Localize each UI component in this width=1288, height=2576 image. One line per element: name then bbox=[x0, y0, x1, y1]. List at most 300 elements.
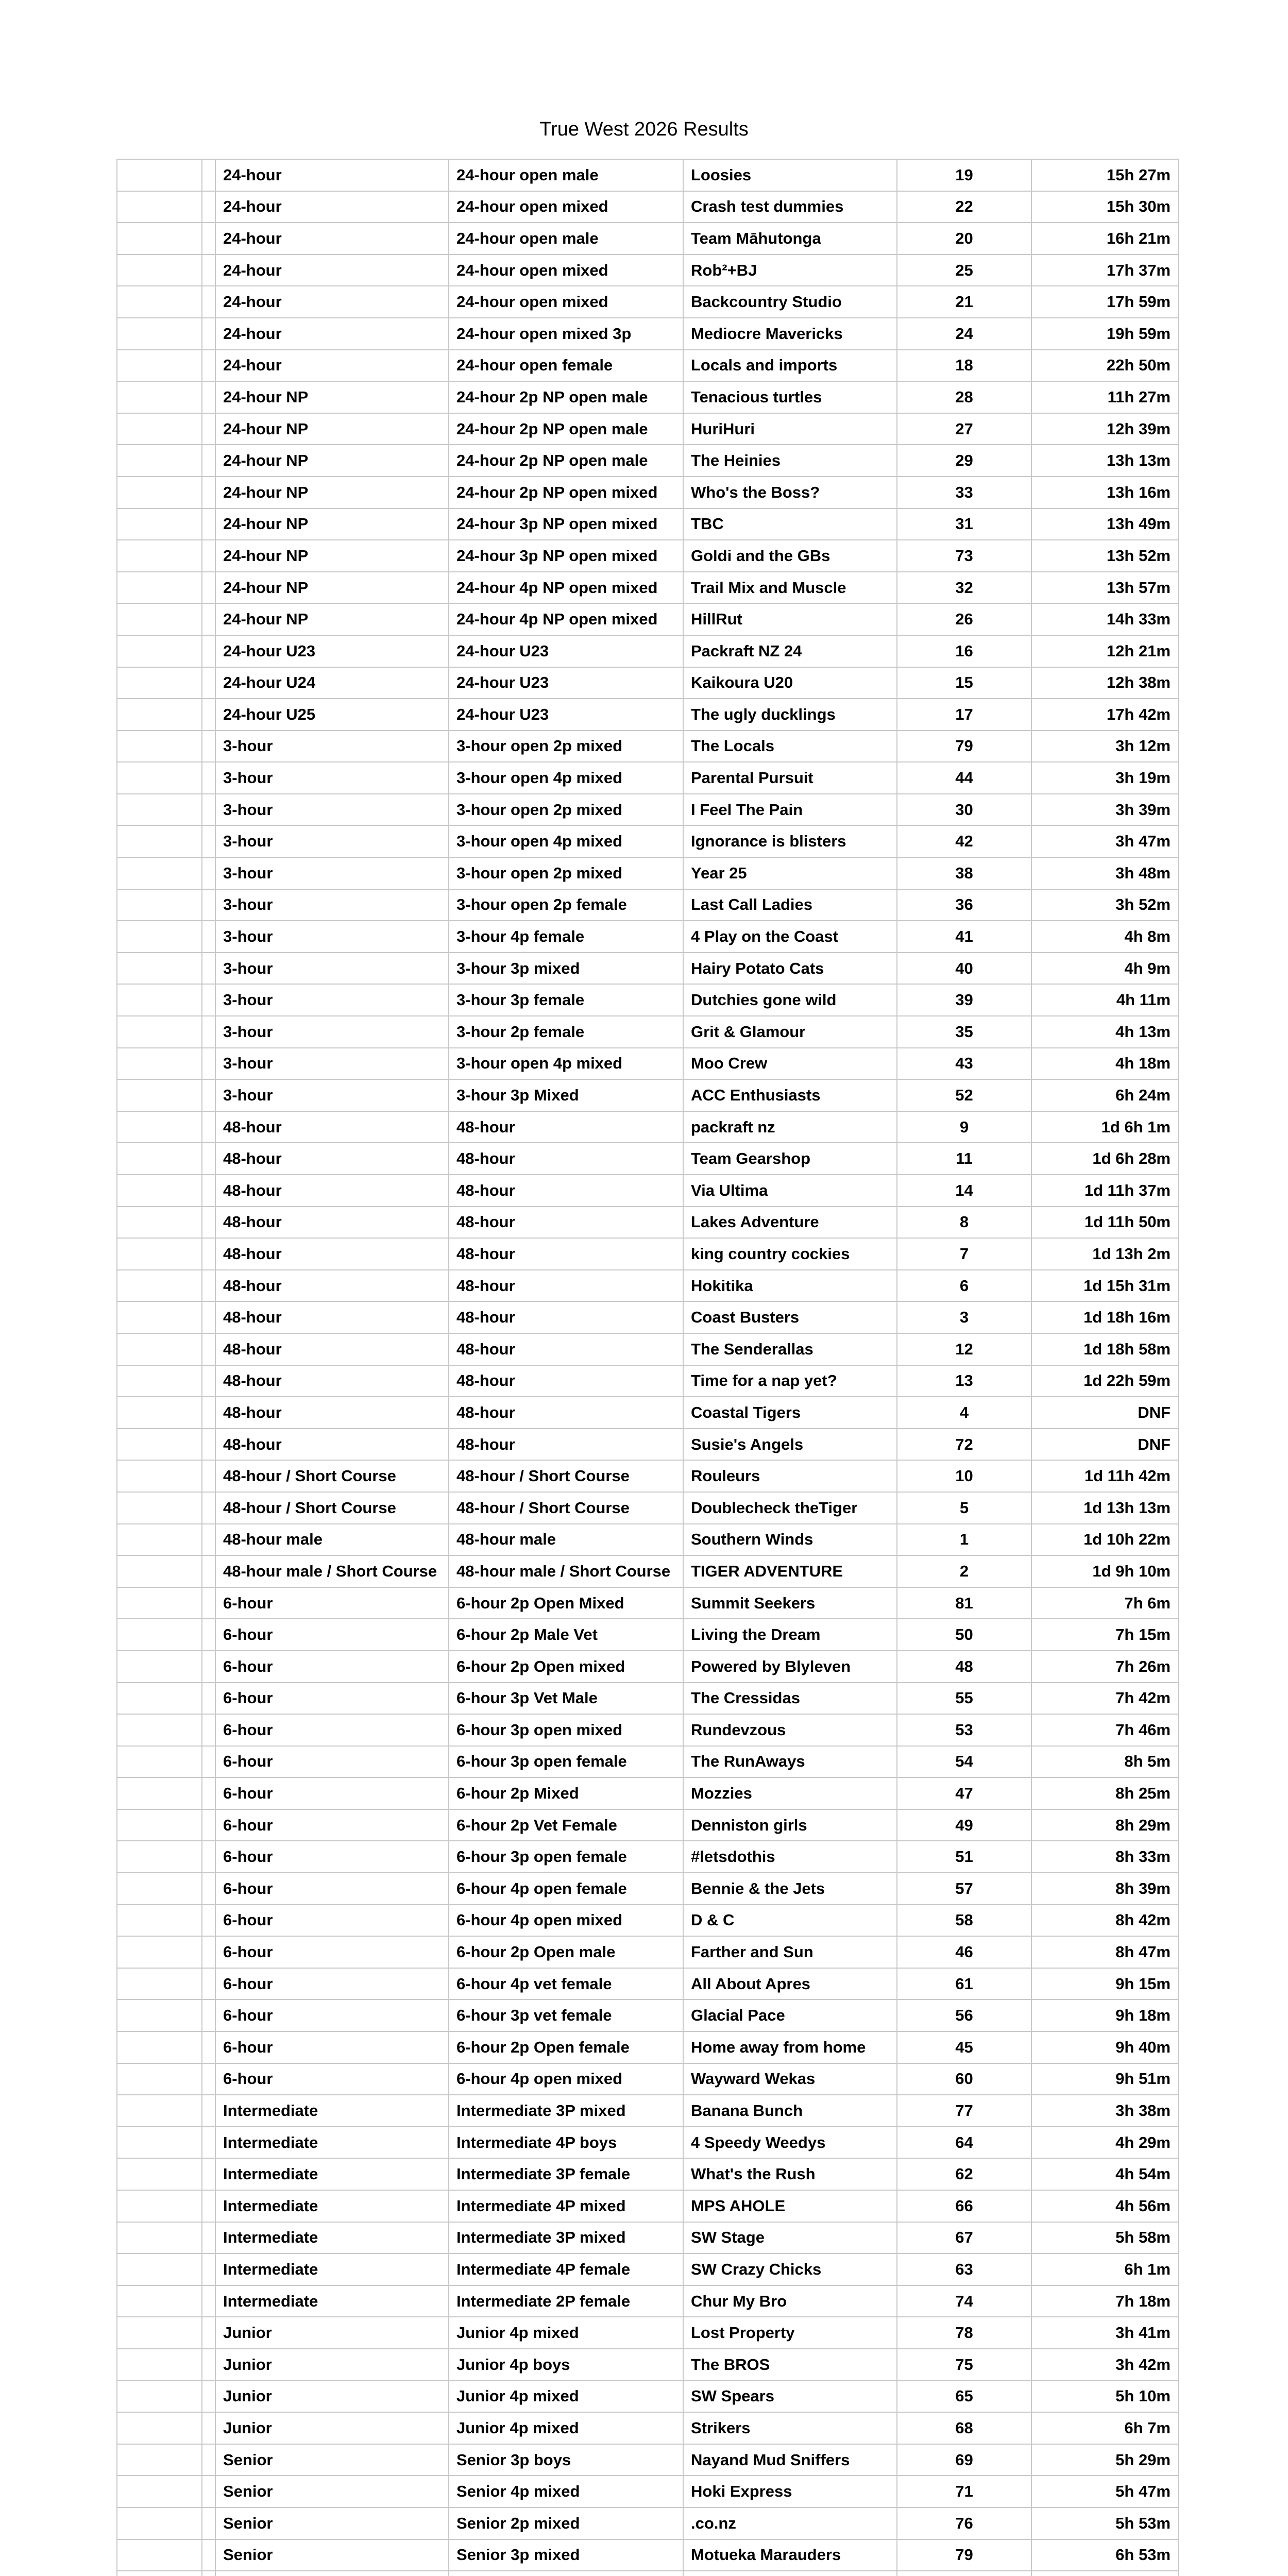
finish-time-cell: 1d 6h 28m bbox=[1031, 1143, 1178, 1175]
team-number-cell: 2 bbox=[897, 1555, 1031, 1587]
team-name-cell: #letsdothis bbox=[683, 1841, 897, 1873]
team-number-cell: 62 bbox=[897, 2158, 1031, 2190]
empty-cell bbox=[202, 1301, 215, 1333]
empty-cell bbox=[202, 635, 215, 667]
team-name-cell: The ugly ducklings bbox=[683, 699, 897, 731]
table-row bbox=[117, 1587, 1178, 1619]
division-cell: Senior 4p mixed bbox=[449, 2476, 683, 2507]
category-cell: 48-hour bbox=[215, 1365, 449, 1397]
category-cell: 6-hour bbox=[215, 1746, 449, 1778]
finish-time-cell: 1d 13h 13m bbox=[1031, 1492, 1178, 1524]
empty-cell bbox=[117, 1714, 202, 1746]
category-cell: 6-hour bbox=[215, 1619, 449, 1651]
division-cell: Senior 2p mixed bbox=[449, 2507, 683, 2539]
team-name-cell bbox=[683, 2571, 897, 2576]
division-cell: Senior 3p mixed bbox=[449, 2539, 683, 2571]
category-cell: 3-hour bbox=[215, 1079, 449, 1111]
finish-time-cell: 4h 11m bbox=[1031, 984, 1178, 1016]
team-number-cell: 77 bbox=[897, 2095, 1031, 2127]
empty-cell bbox=[117, 1333, 202, 1365]
team-name-cell: Mozzies bbox=[683, 1777, 897, 1809]
finish-time-cell: 9h 51m bbox=[1031, 2063, 1178, 2095]
division-cell: Junior 4p mixed bbox=[449, 2317, 683, 2349]
team-number-cell: 75 bbox=[897, 2349, 1031, 2381]
page-title: True West 2026 Results bbox=[539, 118, 749, 140]
empty-cell bbox=[117, 794, 202, 826]
category-cell: 6-hour bbox=[215, 1841, 449, 1873]
empty-cell bbox=[202, 857, 215, 889]
team-number-cell: 55 bbox=[897, 1683, 1031, 1715]
team-number-cell: 47 bbox=[897, 1777, 1031, 1809]
empty-cell bbox=[202, 1111, 215, 1143]
empty-cell bbox=[202, 2285, 215, 2317]
category-cell: 24-hour NP bbox=[215, 603, 449, 635]
team-number-cell: 31 bbox=[897, 509, 1031, 540]
results-table-body bbox=[117, 159, 1178, 2576]
division-cell: 6-hour 3p open female bbox=[449, 1746, 683, 1778]
team-number-cell: 9 bbox=[897, 1111, 1031, 1143]
team-name-cell: Last Call Ladies bbox=[683, 889, 897, 921]
division-cell: 24-hour 4p NP open mixed bbox=[449, 572, 683, 604]
empty-cell bbox=[202, 572, 215, 604]
division-cell: Intermediate 3P mixed bbox=[449, 2222, 683, 2254]
team-name-cell: Ignorance is blisters bbox=[683, 825, 897, 857]
empty-cell bbox=[202, 350, 215, 382]
team-name-cell: Mediocre Mavericks bbox=[683, 318, 897, 350]
finish-time-cell: 7h 26m bbox=[1031, 1651, 1178, 1683]
division-cell: 48-hour bbox=[449, 1429, 683, 1461]
team-name-cell: I Feel The Pain bbox=[683, 794, 897, 826]
table-row bbox=[117, 1492, 1178, 1524]
category-cell: Intermediate bbox=[215, 2285, 449, 2317]
table-row bbox=[117, 1143, 1178, 1175]
team-number-cell: 30 bbox=[897, 794, 1031, 826]
table-row bbox=[117, 1079, 1178, 1111]
empty-cell bbox=[117, 1524, 202, 1556]
empty-cell bbox=[202, 381, 215, 413]
empty-cell bbox=[202, 1492, 215, 1524]
team-number-cell: 79 bbox=[897, 731, 1031, 762]
table-row bbox=[117, 223, 1178, 255]
category-cell: 48-hour bbox=[215, 1175, 449, 1207]
team-number-cell: 12 bbox=[897, 1333, 1031, 1365]
empty-cell bbox=[202, 2539, 215, 2571]
table-row bbox=[117, 2571, 1178, 2576]
category-cell: 3-hour bbox=[215, 794, 449, 826]
finish-time-cell: 13h 16m bbox=[1031, 477, 1178, 509]
empty-cell bbox=[202, 1746, 215, 1778]
empty-cell bbox=[117, 2381, 202, 2413]
table-row bbox=[117, 2539, 1178, 2571]
empty-cell bbox=[202, 1429, 215, 1461]
empty-cell bbox=[117, 1016, 202, 1048]
empty-cell bbox=[117, 1968, 202, 2000]
division-cell: 48-hour bbox=[449, 1207, 683, 1239]
finish-time-cell: 6h 7m bbox=[1031, 2412, 1178, 2444]
finish-time-cell: 4h 13m bbox=[1031, 1016, 1178, 1048]
team-name-cell: Motueka Marauders bbox=[683, 2539, 897, 2571]
division-cell: 24-hour 2p NP open mixed bbox=[449, 477, 683, 509]
empty-cell bbox=[202, 2381, 215, 2413]
empty-cell bbox=[202, 2253, 215, 2285]
table-row bbox=[117, 1048, 1178, 1080]
finish-time-cell: 1d 11h 50m bbox=[1031, 1207, 1178, 1239]
empty-cell bbox=[117, 635, 202, 667]
team-number-cell: 32 bbox=[897, 572, 1031, 604]
category-cell: 24-hour bbox=[215, 286, 449, 318]
empty-cell bbox=[202, 413, 215, 445]
empty-cell bbox=[117, 2571, 202, 2576]
team-number-cell: 4 bbox=[897, 1397, 1031, 1429]
team-name-cell: TIGER ADVENTURE bbox=[683, 1555, 897, 1587]
division-cell: Senior 3p boys bbox=[449, 2444, 683, 2476]
team-name-cell: MPS AHOLE bbox=[683, 2190, 897, 2222]
table-row bbox=[117, 2158, 1178, 2190]
team-number-cell: 53 bbox=[897, 1714, 1031, 1746]
team-name-cell: Year 25 bbox=[683, 857, 897, 889]
finish-time-cell: 7h 42m bbox=[1031, 1683, 1178, 1715]
table-row bbox=[117, 1905, 1178, 1937]
empty-cell bbox=[202, 825, 215, 857]
team-number-cell: 45 bbox=[897, 2031, 1031, 2063]
team-number-cell: 64 bbox=[897, 2127, 1031, 2159]
empty-cell bbox=[117, 1587, 202, 1619]
table-row bbox=[117, 1270, 1178, 1302]
finish-time-cell: DNF bbox=[1031, 1429, 1178, 1461]
empty-cell bbox=[202, 1777, 215, 1809]
empty-cell bbox=[202, 1619, 215, 1651]
empty-cell bbox=[117, 825, 202, 857]
empty-cell bbox=[117, 889, 202, 921]
empty-cell bbox=[117, 2539, 202, 2571]
table-row bbox=[117, 699, 1178, 731]
finish-time-cell: 8h 39m bbox=[1031, 1873, 1178, 1905]
finish-time-cell: 12h 39m bbox=[1031, 413, 1178, 445]
empty-cell bbox=[117, 2190, 202, 2222]
team-name-cell: Team Māhutonga bbox=[683, 223, 897, 255]
empty-cell bbox=[202, 889, 215, 921]
empty-cell bbox=[202, 2063, 215, 2095]
division-cell: 3-hour 3p mixed bbox=[449, 953, 683, 985]
category-cell: 6-hour bbox=[215, 1683, 449, 1715]
team-number-cell: 44 bbox=[897, 762, 1031, 794]
division-cell: Intermediate 4P female bbox=[449, 2253, 683, 2285]
division-cell: 6-hour 3p open mixed bbox=[449, 1714, 683, 1746]
empty-cell bbox=[117, 953, 202, 985]
table-row bbox=[117, 1968, 1178, 2000]
empty-cell bbox=[202, 2158, 215, 2190]
table-row bbox=[117, 889, 1178, 921]
category-cell: 24-hour NP bbox=[215, 572, 449, 604]
team-name-cell: Moo Crew bbox=[683, 1048, 897, 1080]
finish-time-cell: 3h 12m bbox=[1031, 731, 1178, 762]
finish-time-cell: 3h 19m bbox=[1031, 762, 1178, 794]
table-row bbox=[117, 2222, 1178, 2254]
empty-cell bbox=[202, 159, 215, 191]
division-cell: 24-hour 2p NP open male bbox=[449, 413, 683, 445]
team-number-cell: 27 bbox=[897, 413, 1031, 445]
division-cell: 3-hour open 2p mixed bbox=[449, 857, 683, 889]
empty-cell bbox=[117, 1555, 202, 1587]
team-name-cell: Home away from home bbox=[683, 2031, 897, 2063]
empty-cell bbox=[117, 1936, 202, 1968]
category-cell: 6-hour bbox=[215, 1809, 449, 1841]
category-cell: 48-hour bbox=[215, 1429, 449, 1461]
category-cell: 3-hour bbox=[215, 953, 449, 985]
finish-time-cell: 4h 9m bbox=[1031, 953, 1178, 985]
division-cell: 24-hour U23 bbox=[449, 699, 683, 731]
table-row bbox=[117, 2127, 1178, 2159]
team-number-cell: 71 bbox=[897, 2476, 1031, 2507]
team-name-cell: HillRut bbox=[683, 603, 897, 635]
empty-cell bbox=[117, 2285, 202, 2317]
team-number-cell: 6 bbox=[897, 1270, 1031, 1302]
empty-cell bbox=[117, 1683, 202, 1715]
team-number-cell: 10 bbox=[897, 1460, 1031, 1492]
team-number-cell: 35 bbox=[897, 1016, 1031, 1048]
category-cell: 3-hour bbox=[215, 857, 449, 889]
team-name-cell: Backcountry Studio bbox=[683, 286, 897, 318]
empty-cell bbox=[117, 1651, 202, 1683]
team-number-cell: 7 bbox=[897, 1238, 1031, 1270]
table-row bbox=[117, 2507, 1178, 2539]
empty-cell bbox=[117, 381, 202, 413]
table-row bbox=[117, 2063, 1178, 2095]
team-number-cell: 17 bbox=[897, 699, 1031, 731]
team-number-cell: 66 bbox=[897, 2190, 1031, 2222]
category-cell: 48-hour bbox=[215, 1207, 449, 1239]
division-cell: 3-hour 2p female bbox=[449, 1016, 683, 1048]
finish-time-cell: 1d 11h 42m bbox=[1031, 1460, 1178, 1492]
empty-cell bbox=[117, 255, 202, 286]
table-row bbox=[117, 445, 1178, 477]
finish-time-cell: 4h 56m bbox=[1031, 2190, 1178, 2222]
team-name-cell: Rundevzous bbox=[683, 1714, 897, 1746]
finish-time-cell: 4h 8m bbox=[1031, 921, 1178, 953]
table-row bbox=[117, 1524, 1178, 1556]
finish-time-cell: 15h 30m bbox=[1031, 191, 1178, 223]
division-cell: 24-hour open mixed bbox=[449, 255, 683, 286]
finish-time-cell: 4h 18m bbox=[1031, 1048, 1178, 1080]
category-cell: 24-hour U25 bbox=[215, 699, 449, 731]
finish-time-cell: 8h 5m bbox=[1031, 1746, 1178, 1778]
category-cell: Intermediate bbox=[215, 2253, 449, 2285]
division-cell: 3-hour open 2p mixed bbox=[449, 731, 683, 762]
table-row bbox=[117, 477, 1178, 509]
team-name-cell: Chur My Bro bbox=[683, 2285, 897, 2317]
category-cell: 3-hour bbox=[215, 889, 449, 921]
table-row bbox=[117, 286, 1178, 318]
finish-time-cell: 1d 22h 59m bbox=[1031, 1365, 1178, 1397]
team-number-cell: 69 bbox=[897, 2444, 1031, 2476]
finish-time-cell: 6h 24m bbox=[1031, 1079, 1178, 1111]
table-row bbox=[117, 1111, 1178, 1143]
table-row bbox=[117, 1301, 1178, 1333]
empty-cell bbox=[117, 2095, 202, 2127]
division-cell: Junior 4p boys bbox=[449, 2349, 683, 2381]
team-number-cell: 22 bbox=[897, 191, 1031, 223]
empty-cell bbox=[117, 1777, 202, 1809]
team-name-cell: Glacial Pace bbox=[683, 1999, 897, 2031]
empty-cell bbox=[202, 1079, 215, 1111]
team-name-cell: Loosies bbox=[683, 159, 897, 191]
finish-time-cell: 6h 53m bbox=[1031, 2539, 1178, 2571]
empty-cell bbox=[202, 1587, 215, 1619]
team-name-cell: ACC Enthusiasts bbox=[683, 1079, 897, 1111]
category-cell: Intermediate bbox=[215, 2222, 449, 2254]
division-cell: 24-hour U23 bbox=[449, 635, 683, 667]
empty-cell bbox=[117, 762, 202, 794]
team-number-cell: 58 bbox=[897, 1905, 1031, 1937]
category-cell: 6-hour bbox=[215, 1777, 449, 1809]
team-number-cell: 33 bbox=[897, 477, 1031, 509]
empty-cell bbox=[117, 286, 202, 318]
team-name-cell: SW Crazy Chicks bbox=[683, 2253, 897, 2285]
team-number-cell: 52 bbox=[897, 1079, 1031, 1111]
finish-time-cell: 8h 33m bbox=[1031, 1841, 1178, 1873]
table-row bbox=[117, 1365, 1178, 1397]
empty-cell bbox=[202, 1968, 215, 2000]
empty-cell bbox=[202, 762, 215, 794]
division-cell: 24-hour open female bbox=[449, 350, 683, 382]
table-row bbox=[117, 1238, 1178, 1270]
team-number-cell: 50 bbox=[897, 1619, 1031, 1651]
division-cell: Intermediate 4P mixed bbox=[449, 2190, 683, 2222]
division-cell bbox=[449, 2571, 683, 2576]
division-cell: 48-hour male bbox=[449, 1524, 683, 1556]
team-name-cell: The Heinies bbox=[683, 445, 897, 477]
team-number-cell: 60 bbox=[897, 2063, 1031, 2095]
division-cell: 24-hour 3p NP open mixed bbox=[449, 540, 683, 572]
empty-cell bbox=[117, 1207, 202, 1239]
table-row bbox=[117, 2444, 1178, 2476]
table-row bbox=[117, 1809, 1178, 1841]
category-cell: 6-hour bbox=[215, 1968, 449, 2000]
finish-time-cell: 3h 41m bbox=[1031, 2317, 1178, 2349]
team-name-cell: Hoki Express bbox=[683, 2476, 897, 2507]
table-row bbox=[117, 825, 1178, 857]
category-cell: 24-hour NP bbox=[215, 477, 449, 509]
table-row bbox=[117, 1777, 1178, 1809]
team-number-cell: 29 bbox=[897, 445, 1031, 477]
team-number-cell: 57 bbox=[897, 1873, 1031, 1905]
finish-time-cell: 3h 39m bbox=[1031, 794, 1178, 826]
empty-cell bbox=[202, 1270, 215, 1302]
category-cell: 24-hour bbox=[215, 350, 449, 382]
category-cell: 6-hour bbox=[215, 1999, 449, 2031]
category-cell: 48-hour bbox=[215, 1270, 449, 1302]
empty-cell bbox=[117, 2127, 202, 2159]
team-name-cell: king country cockies bbox=[683, 1238, 897, 1270]
empty-cell bbox=[202, 1365, 215, 1397]
empty-cell bbox=[202, 255, 215, 286]
team-name-cell: The Senderallas bbox=[683, 1333, 897, 1365]
empty-cell bbox=[117, 477, 202, 509]
empty-cell bbox=[117, 1841, 202, 1873]
division-cell: 48-hour bbox=[449, 1111, 683, 1143]
category-cell: Senior bbox=[215, 2507, 449, 2539]
team-name-cell: The Locals bbox=[683, 731, 897, 762]
empty-cell bbox=[202, 1207, 215, 1239]
team-name-cell: Strikers bbox=[683, 2412, 897, 2444]
team-name-cell: Banana Bunch bbox=[683, 2095, 897, 2127]
empty-cell bbox=[202, 1397, 215, 1429]
empty-cell bbox=[202, 1809, 215, 1841]
category-cell: 48-hour / Short Course bbox=[215, 1492, 449, 1524]
empty-cell bbox=[202, 667, 215, 699]
team-name-cell: Parental Pursuit bbox=[683, 762, 897, 794]
team-number-cell: 1 bbox=[897, 1524, 1031, 1556]
team-number-cell: 20 bbox=[897, 223, 1031, 255]
finish-time-cell: 3h 52m bbox=[1031, 889, 1178, 921]
empty-cell bbox=[202, 1999, 215, 2031]
empty-cell bbox=[117, 1301, 202, 1333]
team-number-cell: 28 bbox=[897, 381, 1031, 413]
category-cell: 6-hour bbox=[215, 1651, 449, 1683]
finish-time-cell: 8h 42m bbox=[1031, 1905, 1178, 1937]
category-cell: 3-hour bbox=[215, 1048, 449, 1080]
table-row bbox=[117, 1999, 1178, 2031]
team-name-cell: Tenacious turtles bbox=[683, 381, 897, 413]
team-name-cell: SW Stage bbox=[683, 2222, 897, 2254]
division-cell: 48-hour / Short Course bbox=[449, 1492, 683, 1524]
empty-cell bbox=[117, 223, 202, 255]
team-number-cell: 72 bbox=[897, 1429, 1031, 1461]
table-row bbox=[117, 2476, 1178, 2507]
team-number-cell: 24 bbox=[897, 318, 1031, 350]
division-cell: 48-hour bbox=[449, 1270, 683, 1302]
category-cell: Senior bbox=[215, 2444, 449, 2476]
team-name-cell: D & C bbox=[683, 1905, 897, 1937]
empty-cell bbox=[117, 1905, 202, 1937]
empty-cell bbox=[117, 1492, 202, 1524]
team-name-cell: The BROS bbox=[683, 2349, 897, 2381]
division-cell: 3-hour 4p female bbox=[449, 921, 683, 953]
team-number-cell: 18 bbox=[897, 350, 1031, 382]
team-name-cell: Time for a nap yet? bbox=[683, 1365, 897, 1397]
empty-cell bbox=[202, 2444, 215, 2476]
empty-cell bbox=[202, 699, 215, 731]
team-number-cell: 41 bbox=[897, 921, 1031, 953]
division-cell: 48-hour bbox=[449, 1301, 683, 1333]
division-cell: 48-hour / Short Course bbox=[449, 1460, 683, 1492]
table-row bbox=[117, 1016, 1178, 1048]
team-name-cell: Denniston girls bbox=[683, 1809, 897, 1841]
division-cell: 24-hour U23 bbox=[449, 667, 683, 699]
team-name-cell: .co.nz bbox=[683, 2507, 897, 2539]
empty-cell bbox=[202, 921, 215, 953]
empty-cell bbox=[117, 2349, 202, 2381]
team-number-cell: 73 bbox=[897, 540, 1031, 572]
finish-time-cell: 13h 49m bbox=[1031, 509, 1178, 540]
team-number-cell: 26 bbox=[897, 603, 1031, 635]
category-cell: 24-hour bbox=[215, 318, 449, 350]
category-cell: 24-hour NP bbox=[215, 381, 449, 413]
table-row bbox=[117, 984, 1178, 1016]
team-name-cell: Nayand Mud Sniffers bbox=[683, 2444, 897, 2476]
category-cell: Intermediate bbox=[215, 2127, 449, 2159]
empty-cell bbox=[202, 509, 215, 540]
empty-cell bbox=[117, 1873, 202, 1905]
division-cell: 48-hour bbox=[449, 1397, 683, 1429]
empty-cell bbox=[117, 572, 202, 604]
team-name-cell: Locals and imports bbox=[683, 350, 897, 382]
division-cell: Intermediate 3P mixed bbox=[449, 2095, 683, 2127]
division-cell: 24-hour open mixed bbox=[449, 286, 683, 318]
table-row bbox=[117, 921, 1178, 953]
table-row bbox=[117, 509, 1178, 540]
team-number-cell: 3 bbox=[897, 1301, 1031, 1333]
